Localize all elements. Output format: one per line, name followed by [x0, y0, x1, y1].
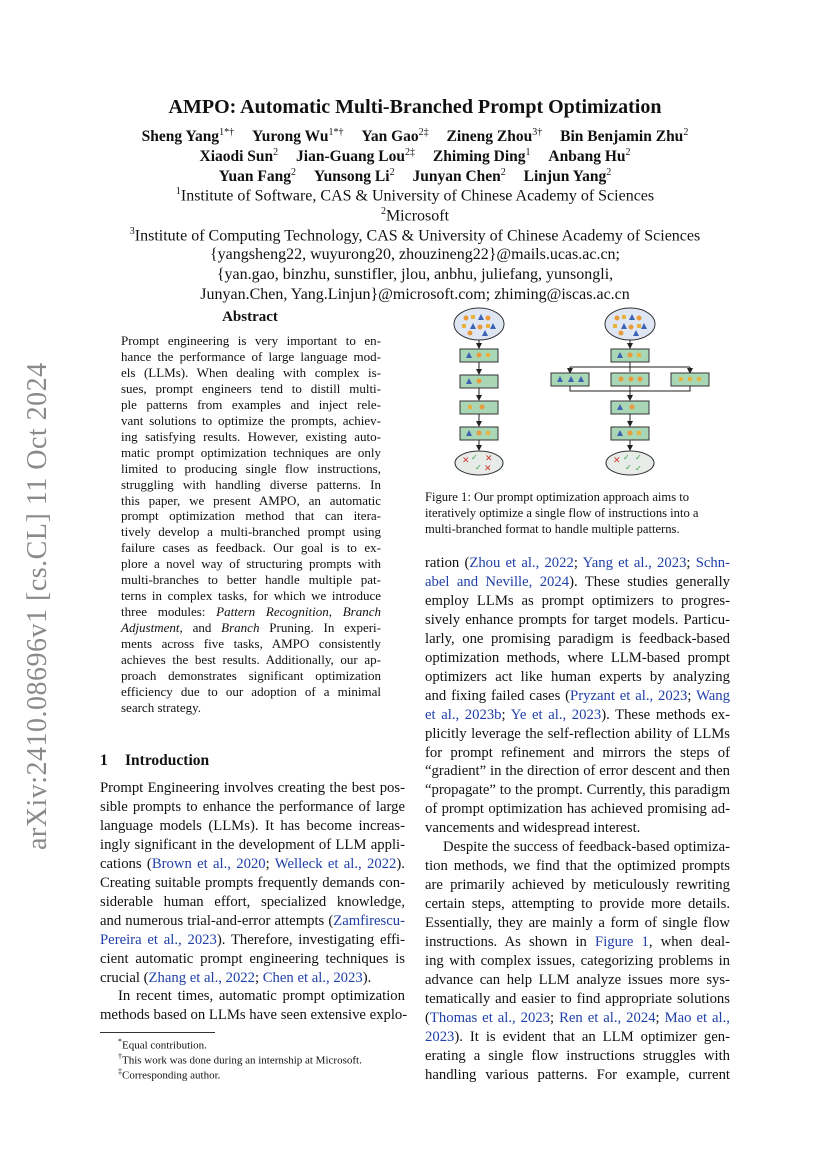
text-line: this paper, we present AMPO, an automatic [121, 492, 381, 508]
author: Yunsong Li$^2$ [313, 167, 395, 186]
text-line: certain steps, attempting to provide more details. [425, 896, 730, 913]
text-line: 2023). It is evident that an LLM optimizer gen- [425, 1028, 730, 1045]
footnote: *Equal contribution. [118, 1037, 207, 1052]
svg-text:✕: ✕ [462, 456, 470, 466]
email-line: Junyan.Chen, Yang.Linjun}@microsoft.com; zhiming@iscas.ac.cn [200, 286, 630, 303]
text-line: In recent times, automatic prompt optimization [118, 988, 405, 1005]
text-line: els (LLMs). When dealing with complex is- [121, 364, 381, 380]
text-line: vancements and widespread interest. [425, 820, 641, 837]
text-line: et al., 2023b; Ye et al., 2023). These methods ex- [425, 706, 730, 723]
svg-text:✕: ✕ [613, 456, 621, 466]
multi-branch-diagram [551, 308, 709, 475]
text-line: sible prompts to enhance the performance of large [100, 798, 405, 815]
author: Yan Gao$^{2\ddagger}$ [361, 127, 429, 146]
text-line: and fixing failed cases (Pryzant et al., 2023; Wang [425, 687, 730, 704]
footnote-rule [100, 1032, 215, 1033]
text-line: sues, prompt engineers tend to distill multi- [121, 380, 381, 396]
author: Jian-Guang Lou$^{2\ddagger}$ [296, 147, 416, 166]
svg-text:✓: ✓ [635, 464, 642, 473]
text-line: larly, one promising paradigm is feedback-based [425, 630, 730, 647]
author: Xiaodi Sun$^2$ [199, 147, 279, 166]
text-line: multi-branches to better handle multiple pat- [121, 572, 381, 588]
text-line: ple patterns from examples and inject rele- [121, 396, 381, 412]
text-line: hance the performance of large language mod- [121, 348, 381, 364]
text-line: ing with complex issues, categorizing problems in [425, 952, 730, 969]
author: Linjun Yang$^2$ [523, 167, 612, 186]
author: Yuan Fang$^2$ [218, 167, 297, 186]
email-line: {yangsheng22, wuyurong20, zhouzineng22}@mails.ucas.ac.cn; [210, 246, 620, 263]
text-line: “gradient” in the direction of error descent and then [425, 763, 730, 780]
affiliation-2: $^2$Microsoft [380, 206, 450, 225]
figure-1-diagram [440, 300, 730, 490]
text-line: advance can help LLM analyze issues more sys- [425, 971, 730, 988]
author: Zineng Zhou$^{3\dagger}$ [446, 127, 543, 146]
text-line: proach demonstrates significant optimization [121, 667, 381, 683]
text-line: plore a novel way of structuring prompts with [121, 556, 381, 572]
svg-text:✓: ✓ [623, 453, 630, 462]
figure-caption: multi-branched format to handle multiple patterns. [425, 522, 680, 536]
section-heading: 1 Introduction [100, 752, 210, 769]
text-line: handling various patterns. For example, current [425, 1066, 730, 1083]
text-line: Prompt engineering is very important to en- [121, 333, 381, 348]
text-line: erating a single flow instructions struggles with [425, 1047, 730, 1064]
svg-text:✕: ✕ [485, 454, 493, 464]
text-line: methods based on LLMs have seen extensive explo- [100, 1007, 408, 1024]
abstract-heading: Abstract [222, 309, 278, 325]
svg-text:✓: ✓ [625, 463, 632, 472]
text-line: abel and Neville, 2024). These studies generally [425, 573, 731, 590]
text-line: ration (Zhou et al., 2022; Yang et al., 2023; Schn- [425, 555, 730, 571]
text-line: “propagate” to the prompt. Currently, this paradigm [425, 782, 730, 799]
text-line: three modules: Pattern Recognition, Branch [121, 604, 381, 620]
text-line: Pereira et al., 2023). Therefore, investigating effi- [100, 931, 405, 948]
affiliation-3: $^3$Institute of Computing Technology, CAS & University of Chinese Academy of Sciences [129, 226, 701, 245]
text-line: cient automatic prompt engineering techniques is [100, 950, 405, 967]
text-line: Creating suitable prompts frequently demands con- [100, 874, 405, 891]
text-line: (Thomas et al., 2023; Ren et al., 2024; Mao et al., [425, 1009, 730, 1026]
text-line: for prompt refinement and mirrors the steps of [425, 744, 730, 761]
text-line: struggling with handling diverse patterns. In [121, 476, 381, 492]
text-line: crucial (Zhang et al., 2022; Chen et al., 2023). [100, 969, 372, 986]
text-line: prompt optimization method that can itera- [121, 508, 381, 524]
text-line: Prompt Engineering involves creating the best pos- [100, 780, 405, 796]
text-line: matic prompt optimization techniques are only [121, 444, 381, 460]
text-line: Adjustment, and Branch Pruning. In experi- [121, 620, 381, 636]
text-line: search strategy. [121, 699, 202, 715]
footnote: †This work was done during an internship at Microsoft. [118, 1052, 362, 1067]
footnote: ‡Corresponding author. [118, 1067, 221, 1082]
text-line: cations (Brown et al., 2020; Welleck et al., 2022). [100, 855, 405, 872]
text-line: of prompt optimization has achieved promising ad- [425, 801, 730, 818]
figure-caption: Figure 1: Our prompt optimization approach aims to [425, 490, 690, 504]
author: Zhiming Ding$^1$ [432, 147, 531, 166]
author-line-2 [100, 147, 730, 166]
email-line: {yan.gao, binzhu, sunstifler, jlou, anbhu, juliefang, yunsongli, [216, 266, 614, 283]
paper-title: AMPO: Automatic Multi-Branched Prompt Optimization [168, 96, 662, 118]
author: Sheng Yang$^{1*\dagger}$ [141, 127, 235, 146]
text-line: optimization methods, where LLM-based prompt [425, 649, 730, 666]
text-line: instructions. As shown in Figure 1, when deal- [425, 934, 730, 950]
input-examples-ellipse [454, 308, 504, 340]
text-line: are primarily achieved by meticulously rewriting [425, 877, 730, 894]
text-line: siderable human effort, specialized knowledge, [100, 893, 405, 910]
text-line: efficiency due to our adoption of a minimal [121, 683, 381, 699]
svg-text:✓: ✓ [475, 463, 482, 472]
text-line: Despite the success of feedback-based optimiza- [443, 839, 730, 856]
svg-text:✓: ✓ [471, 453, 478, 462]
svg-text:✓: ✓ [635, 453, 642, 462]
author-line-3 [100, 167, 730, 186]
text-line: limited to producing single flow instructions, [121, 460, 381, 476]
text-line: employ LLMs as prompt optimizers to progres- [425, 592, 730, 609]
arxiv-identifier: arXiv:2410.08696v1 [cs.CL] 11 Oct 2024 [22, 362, 53, 850]
text-line: achieves the best results. Additionally, our ap- [121, 652, 381, 667]
author-line-1 [100, 127, 730, 146]
single-flow-diagram [454, 308, 504, 475]
instruction-box [460, 401, 498, 414]
figure-caption: iteratively optimize a single flow of instructions into a [425, 506, 699, 520]
svg-text:✕: ✕ [484, 464, 492, 474]
text-line: tively develop a multi-branched prompt using [121, 524, 381, 540]
text-line: failure cases as feedback. Our goal is to ex- [121, 540, 381, 556]
text-line: plicitly leverage the self-reflection ability of LLMs [425, 725, 730, 742]
text-line: tematically and easier to find appropriate solutions [425, 990, 730, 1007]
input-examples-ellipse [605, 308, 655, 340]
text-line: terns in complex tasks, for which we introduce [121, 588, 381, 604]
text-line: ments across five tasks, AMPO consistently [121, 636, 381, 652]
text-line: optimizers act like human experts by analyzing [425, 668, 730, 685]
text-line: Essentially, they are mainly a form of single flow [425, 915, 730, 932]
text-line: and numerous trial-and-error attempts (Zamfirescu- [100, 912, 405, 929]
text-line: ingly significant in the development of LLM appli- [100, 836, 405, 853]
author: Yurong $Wu^{1*\dagger}$ [251, 127, 344, 146]
text-line: language models (LLMs). It has become increas- [100, 817, 405, 834]
author: Bin Benjamin Zhu$^2$ [560, 127, 689, 146]
text-line: sively enhance prompts for target models. Particu- [425, 611, 730, 628]
author: Junyan Chen$^2$ [412, 167, 506, 186]
text-line: tion methods, we find that the optimized prompts [425, 858, 730, 875]
affiliation-1: $^1$Institute of Software, CAS & University of Chinese Academy of Sciences [175, 186, 655, 205]
text-line: ing satisfying results. However, existing auto- [121, 428, 381, 444]
author: Anbang Hu$^2$ [548, 147, 631, 166]
text-line: vant solutions to optimize the prompts, achiev- [121, 412, 381, 428]
